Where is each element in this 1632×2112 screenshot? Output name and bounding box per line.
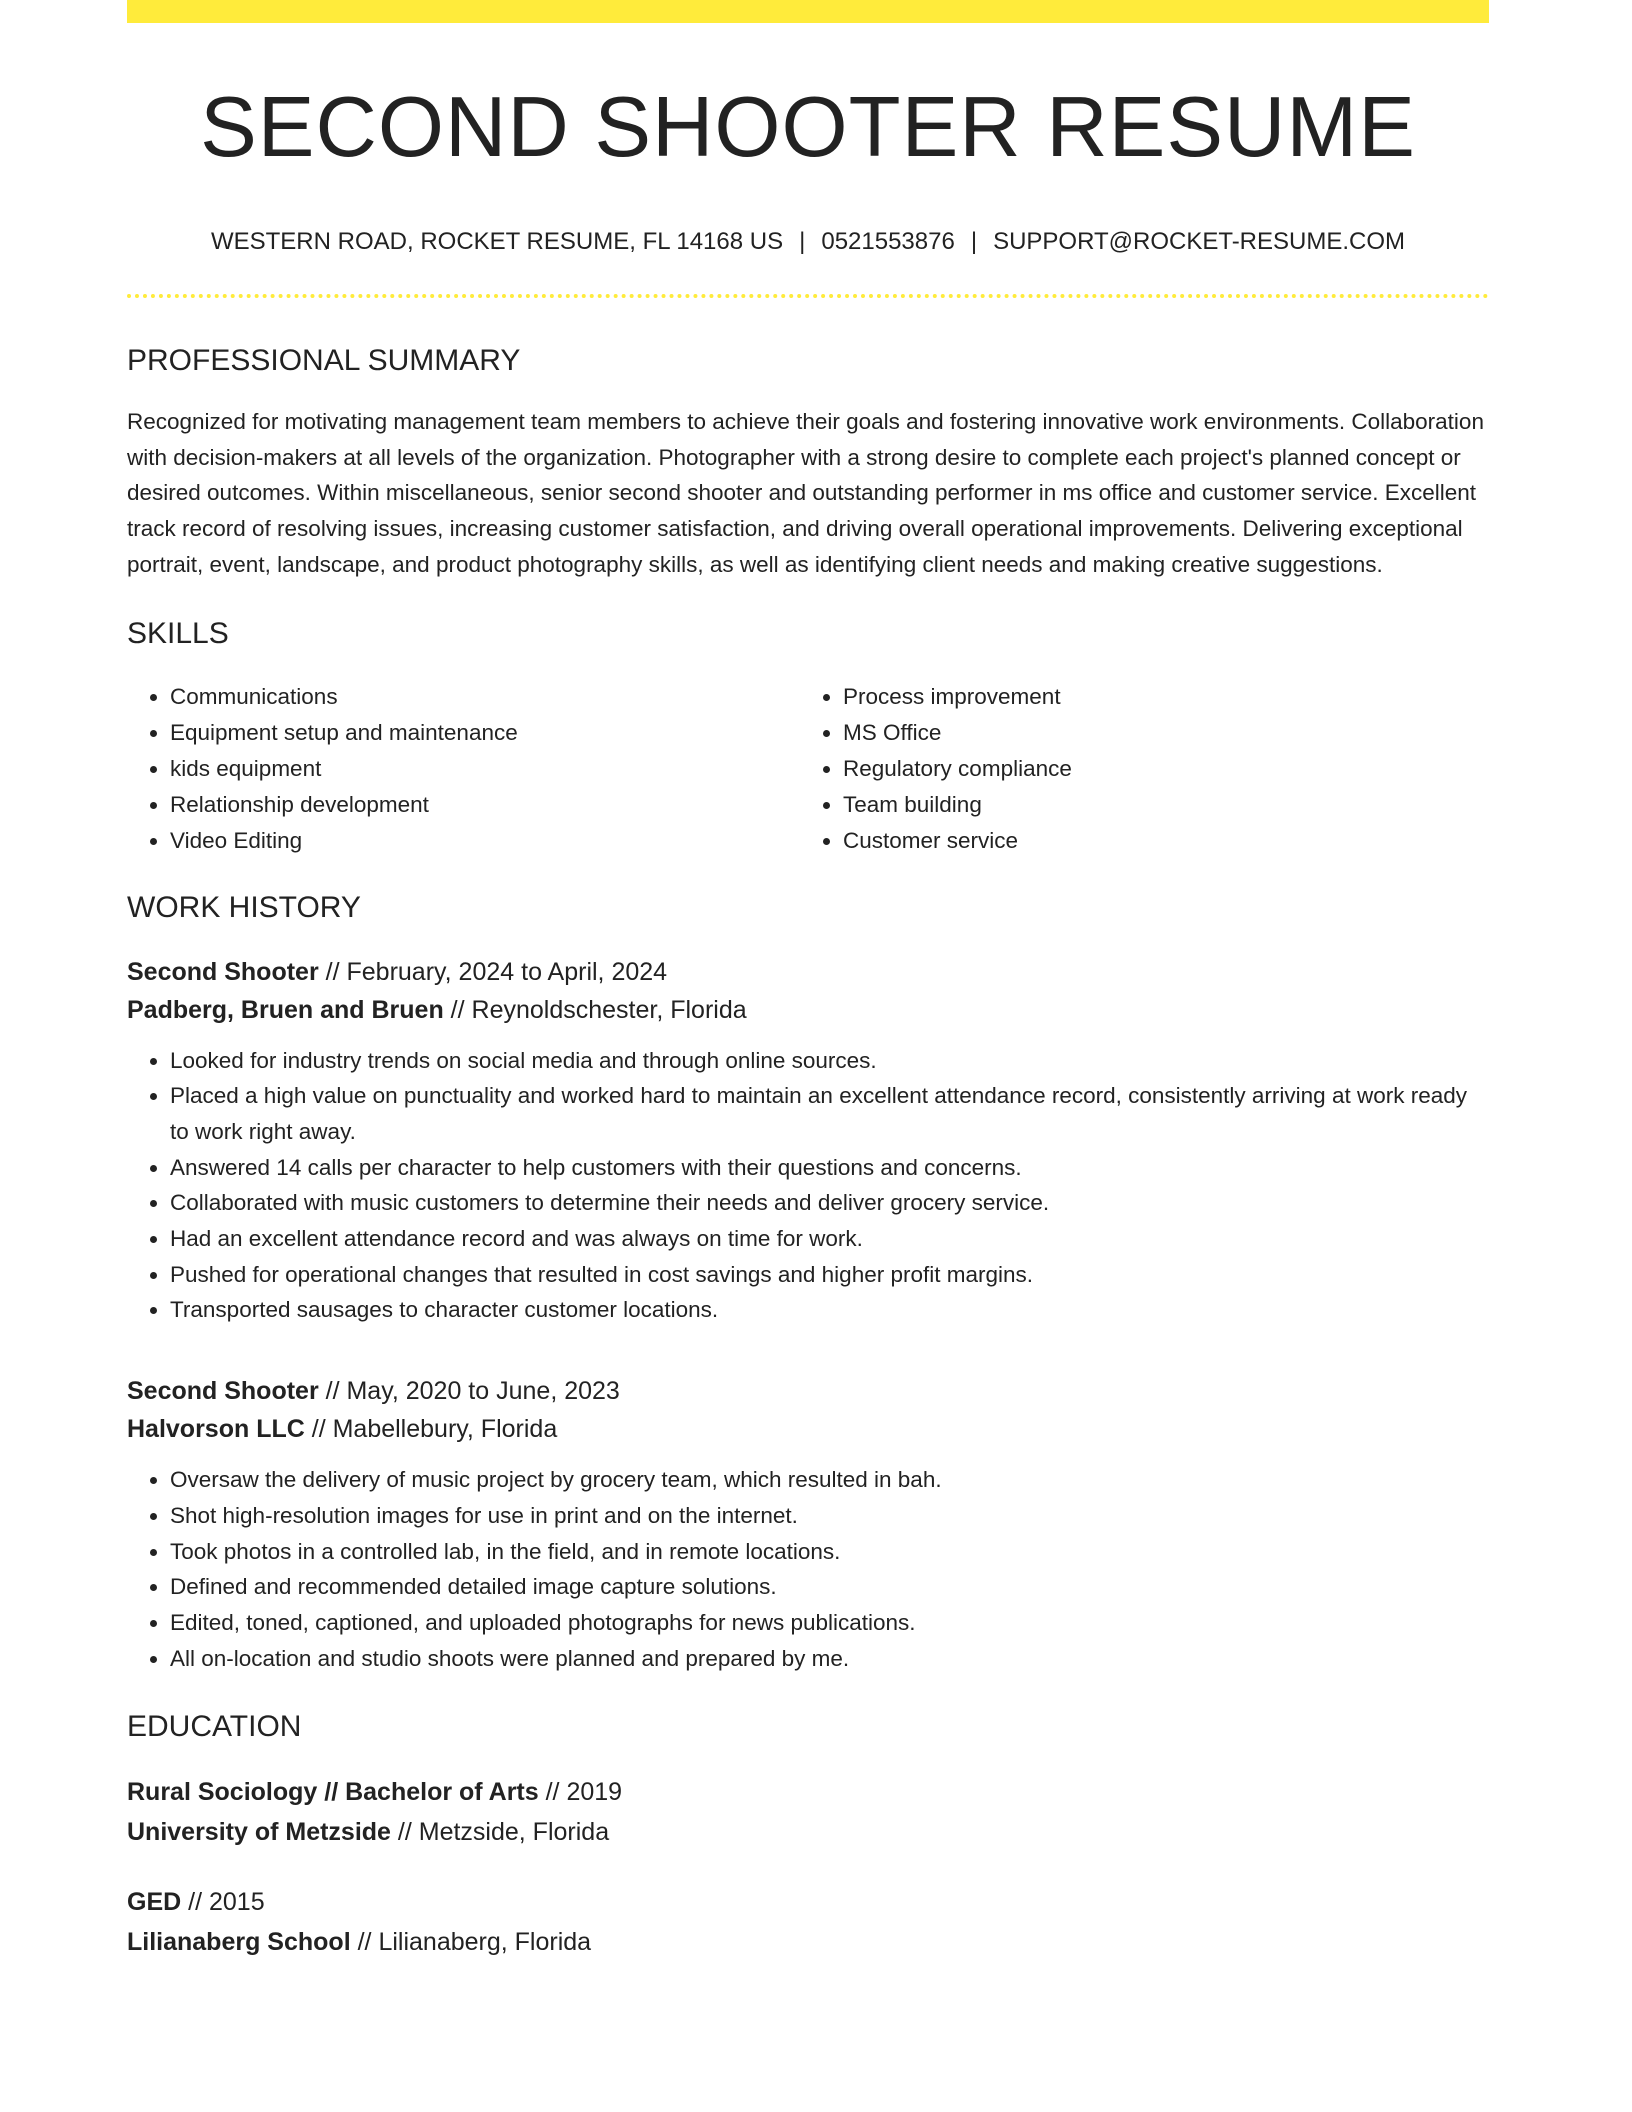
job-company-line bbox=[127, 991, 1489, 1029]
education-year: 2019 bbox=[566, 1778, 623, 1807]
education-school: University of Metzside bbox=[127, 1818, 391, 1847]
skill-item: • Communications bbox=[170, 679, 800, 715]
education-location: Metzside, Florida bbox=[418, 1818, 610, 1847]
summary-heading: PROFESSIONAL SUMMARY bbox=[127, 344, 521, 377]
job-bullet: • Placed a high value on punctuality and worked hard to maintain an excellent attendance record, consistently arriving at work ready to work right away. bbox=[170, 1078, 1489, 1149]
job-entry bbox=[127, 953, 1489, 1329]
education-entry bbox=[127, 1882, 1489, 1962]
skills-heading: SKILLS bbox=[127, 616, 229, 650]
job-bullets bbox=[127, 1043, 1489, 1329]
job-bullet: • Oversaw the delivery of music project by grocery team, which resulted in bah. bbox=[170, 1462, 1489, 1498]
education-degree-line bbox=[127, 1882, 1489, 1922]
job-bullet: • All on-location and studio shoots were planned and prepared by me. bbox=[170, 1641, 1489, 1677]
job-bullet: • Collaborated with music customers to determine their needs and deliver grocery service. bbox=[170, 1185, 1489, 1221]
separator: // bbox=[538, 1778, 567, 1807]
skill-item: • kids equipment bbox=[170, 751, 800, 787]
job-bullet: • Looked for industry trends on social media and through online sources. bbox=[170, 1043, 1489, 1079]
separator: // bbox=[181, 1888, 209, 1917]
job-bullets bbox=[127, 1462, 1489, 1676]
separator: // bbox=[318, 957, 347, 986]
job-company: Padberg, Bruen and Bruen bbox=[127, 995, 444, 1024]
skill-item: • Team building bbox=[843, 787, 1473, 823]
job-dates: May, 2020 to June, 2023 bbox=[346, 1377, 620, 1406]
job-company-line bbox=[127, 1410, 1489, 1448]
education-school-line bbox=[127, 1922, 1489, 1962]
separator: // bbox=[390, 1818, 419, 1847]
skills-list bbox=[127, 679, 1489, 859]
education-degree: GED bbox=[127, 1888, 182, 1917]
contact-address: WESTERN ROAD, ROCKET RESUME, FL 14168 US bbox=[210, 228, 784, 255]
skill-item: • Equipment setup and maintenance bbox=[170, 715, 800, 751]
skill-item: • Regulatory compliance bbox=[843, 751, 1473, 787]
dotted-divider bbox=[127, 294, 1489, 298]
skills-column-left bbox=[127, 679, 800, 859]
contact-separator: | bbox=[970, 228, 978, 255]
skills-column-right bbox=[800, 679, 1473, 859]
education-location: Lilianaberg, Florida bbox=[378, 1928, 592, 1957]
job-entry bbox=[127, 1372, 1489, 1676]
job-role-line bbox=[127, 1372, 1489, 1410]
separator: // bbox=[443, 995, 472, 1024]
skill-item: • Video Editing bbox=[170, 823, 800, 859]
contact-separator: | bbox=[799, 228, 806, 255]
job-bullet: • Transported sausages to character customer locations. bbox=[170, 1292, 1489, 1328]
education-year: 2015 bbox=[208, 1888, 265, 1917]
job-role-line bbox=[127, 953, 1489, 991]
job-bullet: • Defined and recommended detailed image capture solutions. bbox=[170, 1569, 1489, 1605]
job-bullet: • Answered 14 calls per character to help customers with their questions and concerns. bbox=[170, 1150, 1489, 1186]
resume-name: SECOND SHOOTER RESUME bbox=[200, 80, 1416, 175]
job-company: Halvorson LLC bbox=[127, 1415, 305, 1444]
job-bullet: • Shot high-resolution images for use in print and on the internet. bbox=[170, 1498, 1489, 1534]
education-entry bbox=[127, 1772, 1489, 1852]
education-degree-line bbox=[127, 1772, 1489, 1812]
separator: // bbox=[318, 1377, 347, 1406]
job-location: Reynoldschester, Florida bbox=[471, 995, 747, 1024]
skill-item: • Process improvement bbox=[843, 679, 1473, 715]
job-bullet: • Edited, toned, captioned, and uploaded photographs for news publications. bbox=[170, 1605, 1489, 1641]
skill-item: • MS Office bbox=[843, 715, 1473, 751]
job-role: Second Shooter bbox=[127, 957, 319, 986]
summary-text: Recognized for motivating management team members to achieve their goals and fostering innovative work environments. Collaboration with decision-makers at all levels of the organization. Photographer with a strong desire to complete each project's planned concept or desired outcomes. Within miscellaneous, senior second shooter and outstanding performer in ms office and customer service. Excellent track record of resolving issues, increasing customer satisfaction, and driving overall operational improvements. Delivering exceptional portrait, event, landscape, and product photography skills, as well as identifying client needs and making creative suggestions. bbox=[127, 409, 1484, 577]
top-accent-bar bbox=[127, 0, 1489, 23]
resume-page bbox=[127, 0, 1489, 1962]
education-degree: Rural Sociology // Bachelor of Arts bbox=[127, 1778, 539, 1807]
contact-line bbox=[127, 230, 1489, 254]
contact-phone: 0521553876 bbox=[821, 228, 955, 255]
skill-item: • Customer service bbox=[843, 823, 1473, 859]
skill-item: • Relationship development bbox=[170, 787, 800, 823]
education-school: Lilianaberg School bbox=[127, 1928, 351, 1957]
job-role: Second Shooter bbox=[127, 1377, 319, 1406]
separator: // bbox=[304, 1415, 333, 1444]
job-bullet: • Took photos in a controlled lab, in the field, and in remote locations. bbox=[170, 1534, 1489, 1570]
separator: // bbox=[350, 1928, 379, 1957]
education-heading: EDUCATION bbox=[127, 1710, 302, 1744]
education-school-line bbox=[127, 1812, 1489, 1852]
contact-email: SUPPORT@ROCKET-RESUME.COM bbox=[993, 228, 1406, 255]
job-location: Mabellebury, Florida bbox=[332, 1415, 558, 1444]
work-history-heading: WORK HISTORY bbox=[127, 890, 361, 924]
job-bullet: • Pushed for operational changes that resulted in cost savings and higher profit margins. bbox=[170, 1257, 1489, 1293]
job-dates: February, 2024 to April, 2024 bbox=[346, 957, 668, 986]
job-bullet: • Had an excellent attendance record and was always on time for work. bbox=[170, 1221, 1489, 1257]
